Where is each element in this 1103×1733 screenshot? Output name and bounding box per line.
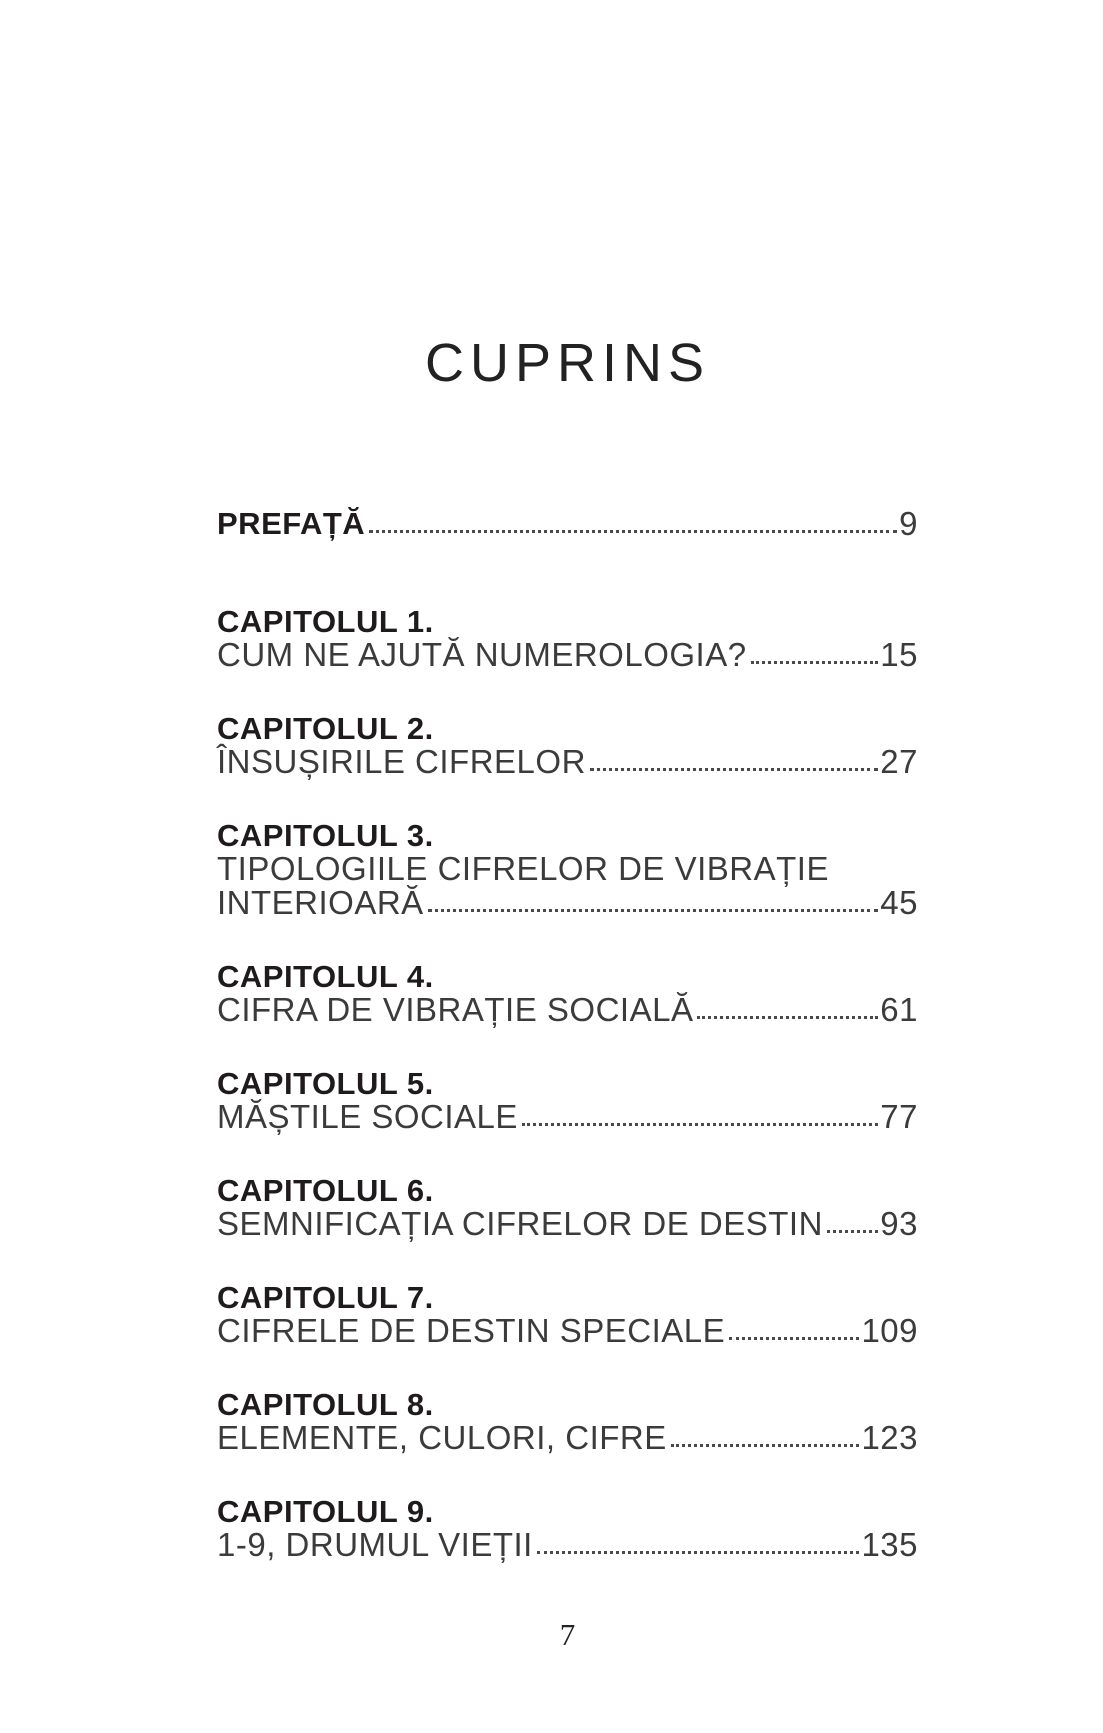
folio-page-number: 7: [559, 1617, 576, 1652]
chapter-label: CAPITOLUL 7.: [217, 1280, 434, 1315]
chapter-page-number: 77: [880, 1098, 918, 1135]
chapter-title-line2: INTERIOARĂ: [217, 884, 424, 921]
dot-leader: [369, 530, 897, 533]
chapter-page-number: 61: [880, 991, 918, 1028]
chapter-label: CAPITOLUL 5.: [217, 1066, 434, 1101]
chapter-title: 1-9, DRUMUL VIEȚII: [217, 1526, 533, 1563]
dot-leader: [522, 1123, 878, 1126]
page-title: CUPRINS: [424, 333, 711, 393]
chapter-label: CAPITOLUL 3.: [217, 818, 434, 853]
toc-entry-chapter-2: [217, 712, 918, 779]
toc-entry-chapter-7: [217, 1281, 918, 1348]
chapter-label: CAPITOLUL 2.: [217, 711, 434, 746]
chapter-label: CAPITOLUL 8.: [217, 1387, 434, 1422]
chapter-title: MĂȘTILE SOCIALE: [217, 1098, 518, 1135]
dot-leader: [590, 768, 878, 771]
toc-entry-chapter-8: [217, 1388, 918, 1455]
dot-leader: [697, 1016, 878, 1019]
toc-entry-chapter-4: [217, 960, 918, 1027]
chapter-title: CIFRA DE VIBRAȚIE SOCIALĂ: [217, 991, 694, 1028]
chapter-title: ÎNSUȘIRILE CIFRELOR: [217, 743, 586, 780]
chapter-page-number: 109: [861, 1312, 918, 1349]
dot-leader: [751, 661, 879, 664]
chapter-page-number: 123: [861, 1419, 918, 1456]
chapter-title-line1: TIPOLOGIILE CIFRELOR DE VIBRAȚIE: [217, 850, 829, 887]
chapter-title: CUM NE AJUTĂ NUMEROLOGIA?: [217, 636, 747, 673]
toc-entry-preface: [217, 507, 918, 541]
dot-leader: [729, 1337, 859, 1340]
toc-entry-chapter-1: [217, 605, 918, 672]
chapter-label: CAPITOLUL 9.: [217, 1494, 434, 1529]
chapter-label: CAPITOLUL 6.: [217, 1173, 434, 1208]
chapter-page-number: 15: [880, 636, 918, 673]
toc-entry-chapter-6: [217, 1174, 918, 1241]
dot-leader: [537, 1551, 860, 1554]
dot-leader: [428, 909, 879, 912]
chapter-page-number: 135: [861, 1526, 918, 1563]
preface-label: PREFAȚĂ: [217, 506, 366, 541]
toc-entry-chapter-3: [217, 819, 918, 920]
chapter-title: SEMNIFICAȚIA CIFRELOR DE DESTIN: [217, 1205, 823, 1242]
toc-entry-chapter-9: [217, 1495, 918, 1562]
chapter-page-number: 93: [880, 1205, 918, 1242]
dot-leader: [827, 1230, 878, 1233]
toc-entry-chapter-5: [217, 1067, 918, 1134]
toc-page: [217, 0, 918, 1733]
dot-leader: [671, 1444, 860, 1447]
chapter-title: CIFRELE DE DESTIN SPECIALE: [217, 1312, 726, 1349]
chapter-label: CAPITOLUL 4.: [217, 959, 434, 994]
preface-page-number: 9: [899, 505, 918, 542]
chapter-label: CAPITOLUL 1.: [217, 604, 434, 639]
chapter-title: ELEMENTE, CULORI, CIFRE: [217, 1419, 667, 1456]
chapter-page-number: 45: [880, 884, 918, 921]
chapter-page-number: 27: [880, 743, 918, 780]
